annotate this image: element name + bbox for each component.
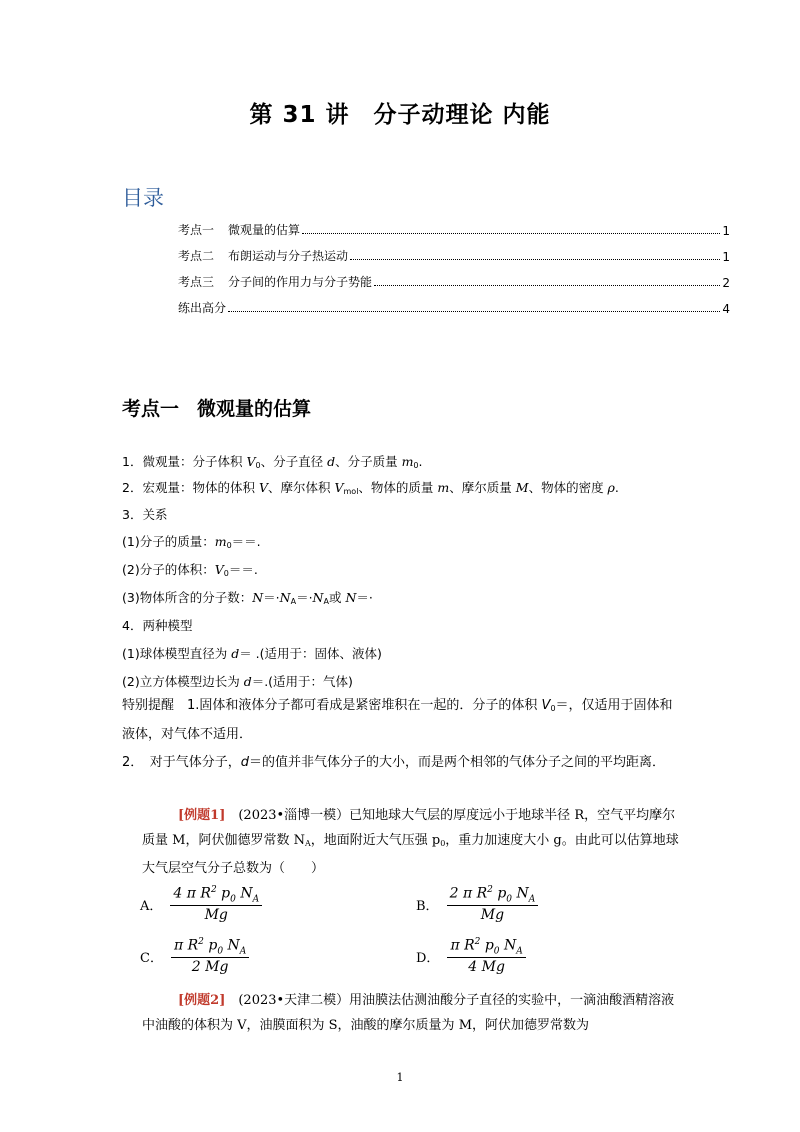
body-line-5: (2)分子的体积：$V_0==$. [122,562,258,578]
body-line-6: (3)物体所含的分子数：$N=\cdot N_A=\cdot N_A$或 N＝· [122,590,373,606]
option-c-formula: $\frac{\pi R^2 p_0 N_A}{2 Mg}$ [171,937,249,975]
option-c[interactable]: C． $\frac{\pi R^2 p_0 N_A}{2 Mg}$ [140,937,249,975]
toc-heading: 目录 [122,186,164,210]
toc-item-label-a: 练出高分 [178,301,227,315]
option-b[interactable]: B． $\frac{2 \pi R^2 p_0 N_A}{Mg}$ [416,885,538,923]
option-a[interactable]: A． $\frac{4 \pi R^2 p_0 N_A}{Mg}$ [140,885,262,923]
toc-item-label-b: 布朗运动与分子热运动 [228,249,349,263]
body-line-1: 1．微观量：分子体积 $V_0$、分子直径 d、分子质量 $m_0$. [122,454,423,470]
option-b-formula: $\frac{2 \pi R^2 p_0 N_A}{Mg}$ [447,885,539,923]
page-number: 1 [396,1071,404,1084]
toc-leader [228,311,720,312]
body-line-2: 2．宏观量：物体的体积 V、摩尔体积 $V_{mol}$、物体的质量 m、摩尔质量 M、物体的密度 ρ. [122,480,619,496]
toc-item[interactable] [178,270,730,290]
toc-item-label-b: 微观量的估算 [228,223,301,237]
tip-paragraph: 特别提醒 1.固体和液体分子都可看成是紧密堆积在一起的．分子的体积 $V_0=$，仅适用于固体和液体，对气体不适用． [122,698,673,742]
example-1: [例题1] (2023•淄博一模）已知地球大气层的厚度远小于地球半径 R，空气平均摩尔质量 M，阿伏伽德罗常数 $N_A$，地面附近大气压强 $p_0$，重力加速度大小 g。由此可以估算地球大气层空气分子总数为（ ） [142,808,679,876]
page-title: 第 31 讲 分子动理论 内能 [249,102,551,128]
toc-leader [374,285,720,286]
section-heading: 考点一 微观量的估算 [122,398,312,420]
toc-item-page: 1 [722,250,730,264]
toc-item[interactable] [178,296,730,316]
toc-leader [302,233,720,234]
toc-item-label-b: 分子间的作用力与分子势能 [228,275,373,289]
body-line-8: (1)球体模型直径为 d＝ .(适用于：固体、液体) [122,646,382,661]
toc-item[interactable] [178,218,730,238]
toc-item[interactable] [178,244,730,264]
toc-item-page: 2 [722,276,730,290]
option-d-formula: $\frac{\pi R^2 p_0 N_A}{4 Mg}$ [447,937,525,975]
example-2: [例题2] (2023•天津二模）用油膜法估测油酸分子直径的实验中，一滴油酸酒精溶液中油酸的体积为 V，油膜面积为 S，油酸的摩尔质量为 M，阿伏加德罗常数为 [142,993,675,1033]
body-line-9: (2)立方体模型边长为 d＝.(适用于：气体) [122,674,353,689]
toc-item-page: 4 [722,302,730,316]
toc-item-page: 1 [722,224,730,238]
body-line-4: (1)分子的质量：$m_0==$. [122,534,261,550]
example-tag: [例题1] [178,808,226,823]
body-line-7: 4．两种模型 [122,618,193,633]
option-d[interactable]: D． $\frac{\pi R^2 p_0 N_A}{4 Mg}$ [416,937,526,975]
example-tag: [例题2] [178,993,226,1008]
tip2-paragraph: 2． 对于气体分子，d＝的值并非气体分子的大小，而是两个相邻的气体分子之间的平均距离． [122,755,666,770]
toc-item-label-a: 考点三 [178,275,215,289]
toc-item-label-a: 考点一 [178,223,215,237]
toc-item-label-a: 考点二 [178,249,215,263]
option-a-formula: $\frac{4 \pi R^2 p_0 N_A}{Mg}$ [170,885,262,923]
toc-leader [350,259,720,260]
body-line-3: 3．关系 [122,507,168,522]
